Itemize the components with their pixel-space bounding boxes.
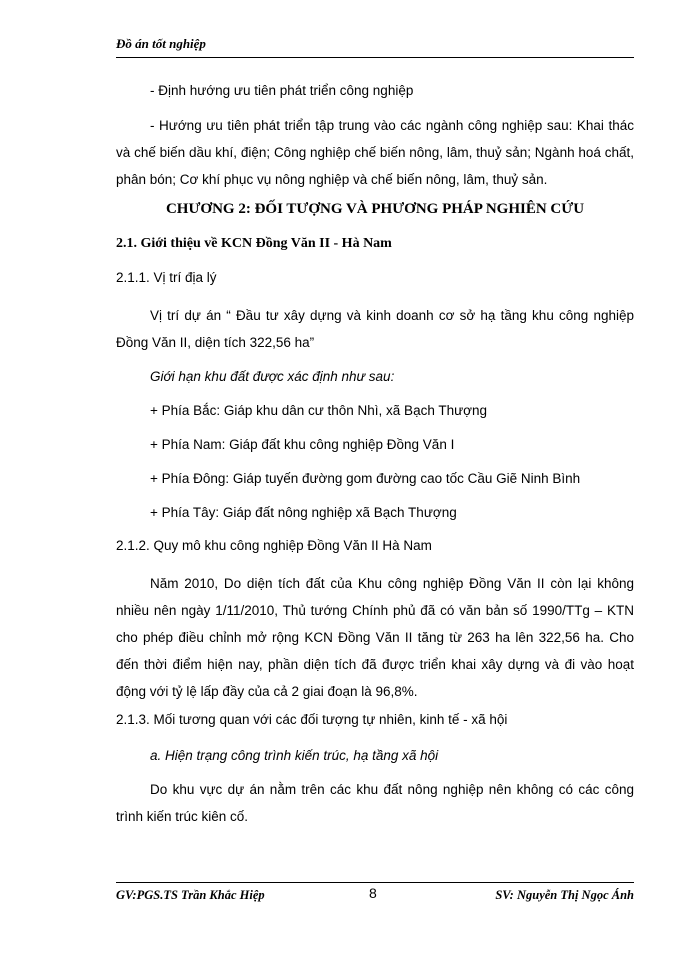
page-header-title: Đồ án tốt nghiệp <box>116 36 206 51</box>
paragraph-priority-sectors: - Hướng ưu tiên phát triển tập trung vào các ngành công nghiệp sau: Khai thác và chế biến dầu khí, điện; Công nghiệp chế biến nông, lâm, thuỷ sản; Ngành hoá chất, phân bón; Cơ khí phục vụ nông nghiệp và chế biến nông, lâm, thuỷ sản. <box>116 118 634 187</box>
boundary-west: + Phía Tây: Giáp đất nông nghiệp xã Bạch Thượng <box>150 505 457 520</box>
paragraph-boundary-intro: Giới hạn khu đất được xác định như sau: <box>150 369 395 384</box>
footer-supervisor: GV:PGS.TS Trần Khắc Hiệp <box>116 888 265 902</box>
subsection-heading-a: a. Hiện trạng công trình kiến trúc, hạ tầng xã hội <box>150 748 439 763</box>
chapter-title: CHƯƠNG 2: ĐỐI TƯỢNG VÀ PHƯƠNG PHÁP NGHIÊN CỨU <box>165 201 585 217</box>
header-rule <box>116 57 634 58</box>
section-heading-2-1-2: 2.1.2. Quy mô khu công nghiệp Đồng Văn II Hà Nam <box>116 538 432 553</box>
boundary-south: + Phía Nam: Giáp đất khu công nghiệp Đồng Văn I <box>150 437 455 452</box>
footer-student: SV: Nguyễn Thị Ngọc Ánh <box>495 888 634 902</box>
section-heading-2-1: 2.1. Giới thiệu về KCN Đồng Văn II - Hà Nam <box>116 236 392 251</box>
page-number: 8 <box>369 885 377 901</box>
section-heading-2-1-3: 2.1.3. Mối tương quan với các đối tượng tự nhiên, kinh tế - xã hội <box>116 712 508 727</box>
footer-rule <box>116 882 634 883</box>
boundary-east: + Phía Đông: Giáp tuyến đường gom đường cao tốc Cầu Giẽ Ninh Bình <box>150 471 581 486</box>
paragraph-priority-heading: - Định hướng ưu tiên phát triển công nghiệp <box>150 83 414 98</box>
section-heading-2-1-1: 2.1.1. Vị trí địa lý <box>116 270 217 285</box>
boundary-north: + Phía Bắc: Giáp khu dân cư thôn Nhì, xã Bạch Thượng <box>150 403 487 418</box>
paragraph-architecture: Do khu vực dự án nằm trên các khu đất nông nghiệp nên không có các công trình kiến trúc kiên cố. <box>116 782 634 824</box>
paragraph-project-location: Vị trí dự án “ Đầu tư xây dựng và kinh doanh cơ sở hạ tầng khu công nghiệp Đồng Văn II, diện tích 322,56 ha” <box>116 308 634 350</box>
paragraph-scale: Năm 2010, Do diện tích đất của Khu công nghiệp Đồng Văn II còn lại không nhiều nên ngày 1/11/2010, Thủ tướng Chính phủ đã có văn bản số 1990/TTg – KTN cho phép điều chỉnh mở rộng KCN Đồng Văn II tăng từ 263 ha lên 322,56 ha. Cho đến thời điểm hiện nay, phần diện tích đã được triển khai xây dựng và đi vào hoạt động với tỷ lệ lấp đầy của cả 2 giai đoạn là 96,8%. <box>116 576 634 699</box>
